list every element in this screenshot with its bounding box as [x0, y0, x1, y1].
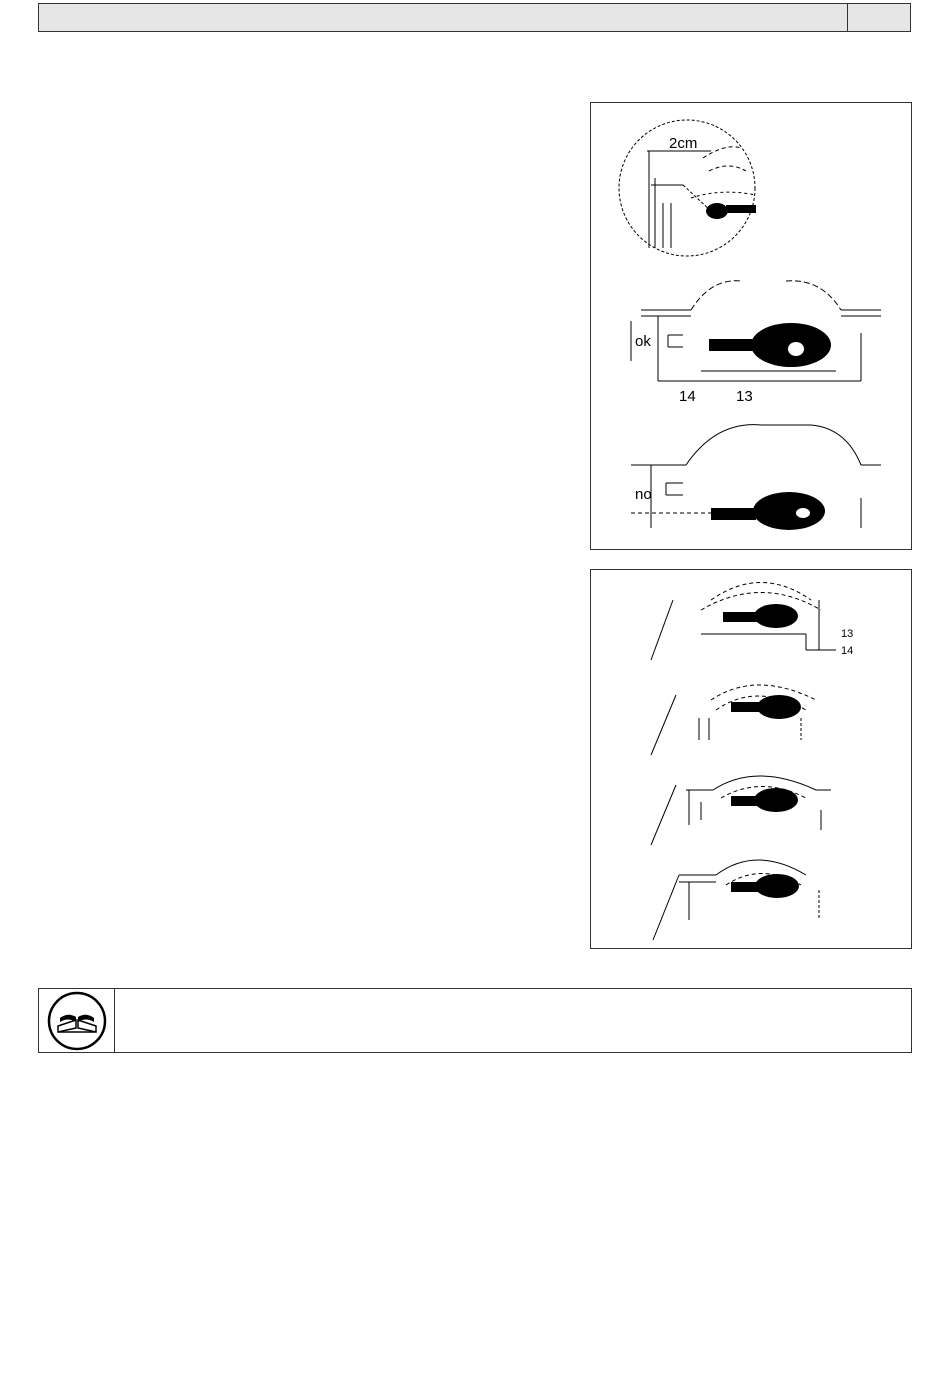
step-3-bottle	[731, 788, 798, 812]
step-1-bottle	[723, 604, 798, 628]
bottle-no	[711, 492, 825, 530]
detail-label: 2cm	[669, 135, 698, 152]
callout-13-bottom: 13	[841, 628, 854, 640]
callout-14-bottom: 14	[841, 645, 854, 657]
figure-panel-top	[590, 102, 912, 550]
bottle-insertion-steps-illustration	[591, 570, 911, 948]
callout-14: 14	[679, 388, 696, 405]
header-divider	[847, 4, 848, 31]
bottle-detail	[706, 203, 728, 219]
step-4	[653, 860, 819, 940]
figure-panel-bottom	[590, 569, 912, 949]
note-icon-cell	[39, 989, 115, 1052]
bottle-ok	[709, 323, 831, 367]
bottle-neck-detail	[726, 205, 756, 213]
step-3	[651, 776, 831, 845]
step-2	[651, 685, 816, 755]
note-box	[38, 988, 912, 1053]
no-label: no	[635, 486, 652, 503]
bottle-placement-illustration	[591, 103, 911, 549]
callout-13: 13	[736, 388, 753, 405]
shelf-ok	[631, 281, 881, 381]
ok-label: ok	[635, 333, 651, 350]
open-book-icon	[46, 990, 108, 1052]
page-header-bar	[38, 3, 911, 32]
